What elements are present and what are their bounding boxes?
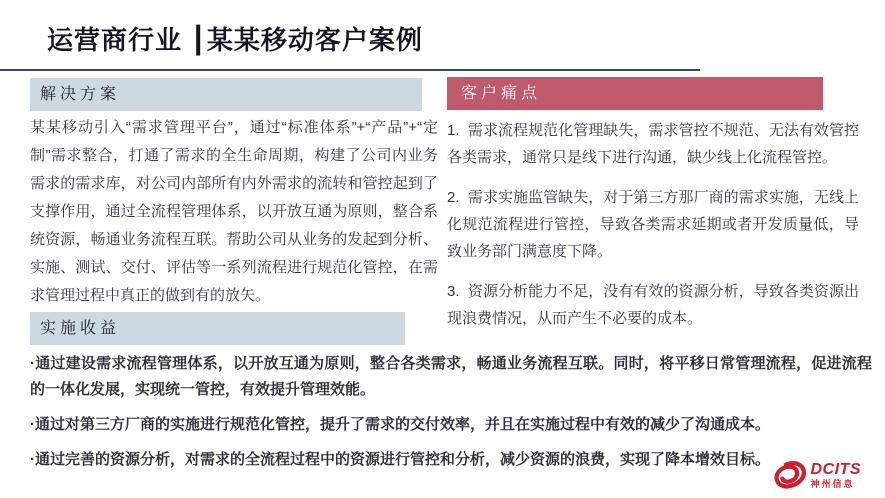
list-item: ·通过对第三方厂商的实施进行规范化管控，提升了需求的交付效率，并且在实施过程中有效的减少了沟通成本。	[30, 416, 771, 433]
dcits-swoosh-icon	[773, 460, 807, 490]
list-item: 3. 资源分析能力不足，没有有效的资源分析，导致各类资源出现浪费情况，从而产生不必要的成本。	[447, 283, 859, 327]
logo-subtitle: 神州信息	[810, 478, 855, 489]
list-item: 2. 需求实施监管缺失，对于第三方那厂商的需求实施，无线上化规范流程进行管控，导致各类需求延期或者开发质量低，导致业务部门满意度下降。	[447, 189, 859, 260]
solution-body-text: 某某移动引入“需求管理平台”，通过“标准体系”+“产品”+“定制”需求整合，打通了需求的全生命周期，构建了公司内业务需求的需求库，对公司内部所有内外需求的流转和管控起到了支撑作用，通过全流程管理体系，以开放互通为原则，整合系统资源，畅通业务流程互联。帮助公司从业务的发起到分析、实施、测试、交付、评估等一系列流程进行规范化管控，在需求管理过程中真正的做到有的放矢。	[30, 119, 438, 304]
page-title: 运营商行业 ┃某某移动客户案例	[47, 25, 423, 55]
section-header-solution: 解决方案	[30, 78, 422, 111]
company-logo	[773, 460, 862, 490]
pain-points-list	[447, 117, 859, 345]
logo-text	[811, 462, 862, 489]
section-header-pain-points: 客户痛点	[447, 77, 823, 110]
logo-wordmark: DCITS	[810, 460, 861, 478]
list-item: ·通过建设需求流程管理体系，以开放互通为原则，整合各类需求，畅通业务流程互联。同时，将平移日常管理流程，促进流程的一体化发展，实现统一管控，有效提升管理效能。	[30, 355, 872, 398]
list-item: 1. 需求流程规范化管理缺失，需求管控不规范、无法有效管控各类需求，通常只是线下进行沟通，缺少线上化流程管控。	[447, 122, 859, 166]
title-underline	[0, 69, 700, 71]
benefits-list	[30, 351, 872, 482]
list-item: ·通过完善的资源分析，对需求的全流程过程中的资源进行管控和分析，减少资源的浪费，实现了降本增效目标。	[30, 451, 771, 468]
section-header-benefits: 实施收益	[30, 312, 405, 345]
